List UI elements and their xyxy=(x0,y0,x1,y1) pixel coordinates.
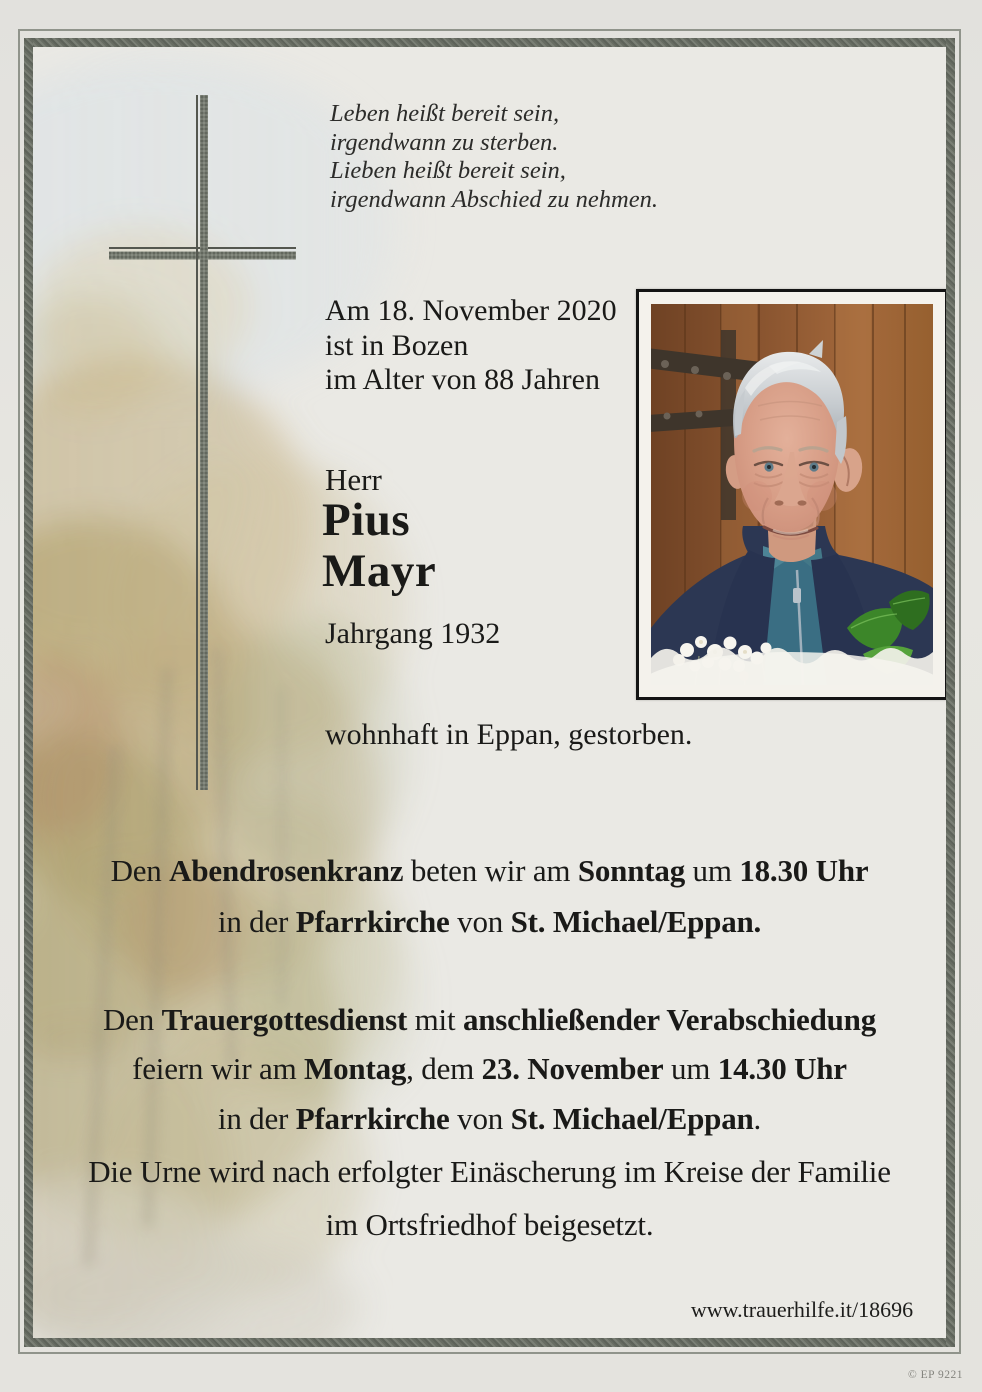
frame-bar-left xyxy=(24,38,33,1347)
quote-line: irgendwann Abschied zu nehmen. xyxy=(330,185,658,213)
residence-line: wohnhaft in Eppan, gestorben. xyxy=(325,718,693,751)
first-name: Pius xyxy=(322,494,411,546)
funeral-line-2: feiern wir am Montag, dem 23. November um 14.30 Uhr xyxy=(132,1051,847,1086)
rosary-line-1: Den Abendrosenkranz beten wir am Sonntag um 18.30 Uhr xyxy=(110,853,869,888)
outer-thin-frame xyxy=(18,29,961,1354)
last-name: Mayr xyxy=(322,545,437,597)
copyright-text: © EP 9221 xyxy=(908,1369,963,1381)
funeral-line-1: Den Trauergottesdienst mit anschließender Verabschiedung xyxy=(102,1002,877,1037)
death-date-line: Am 18. November 2020 xyxy=(325,294,617,327)
quote-line: Lieben heißt bereit sein, xyxy=(330,157,566,184)
death-age-line: im Alter von 88 Jahren xyxy=(325,363,600,396)
frame-bar-right xyxy=(946,38,955,1347)
website-text: www.trauerhilfe.it/18696 xyxy=(690,1297,914,1322)
quote-line: irgendwann zu sterben. xyxy=(330,128,559,156)
urn-line-1: Die Urne wird nach erfolgter Einäscherung im Kreise der Familie xyxy=(88,1154,891,1189)
rosary-line-2: in der Pfarrkirche von St. Michael/Eppan. xyxy=(217,904,762,939)
funeral-line-3: in der Pfarrkirche von St. Michael/Eppan. xyxy=(217,1101,762,1136)
birth-year: Jahrgang 1932 xyxy=(325,617,501,650)
frame-bar-top xyxy=(24,38,955,47)
frame-bar-bottom xyxy=(24,1338,955,1347)
urn-line-2: im Ortsfriedhof beigesetzt. xyxy=(325,1207,654,1242)
quote-line: Leben heißt bereit sein, xyxy=(330,100,560,127)
salutation: Herr xyxy=(325,462,382,497)
death-place-line: ist in Bozen xyxy=(325,328,469,362)
